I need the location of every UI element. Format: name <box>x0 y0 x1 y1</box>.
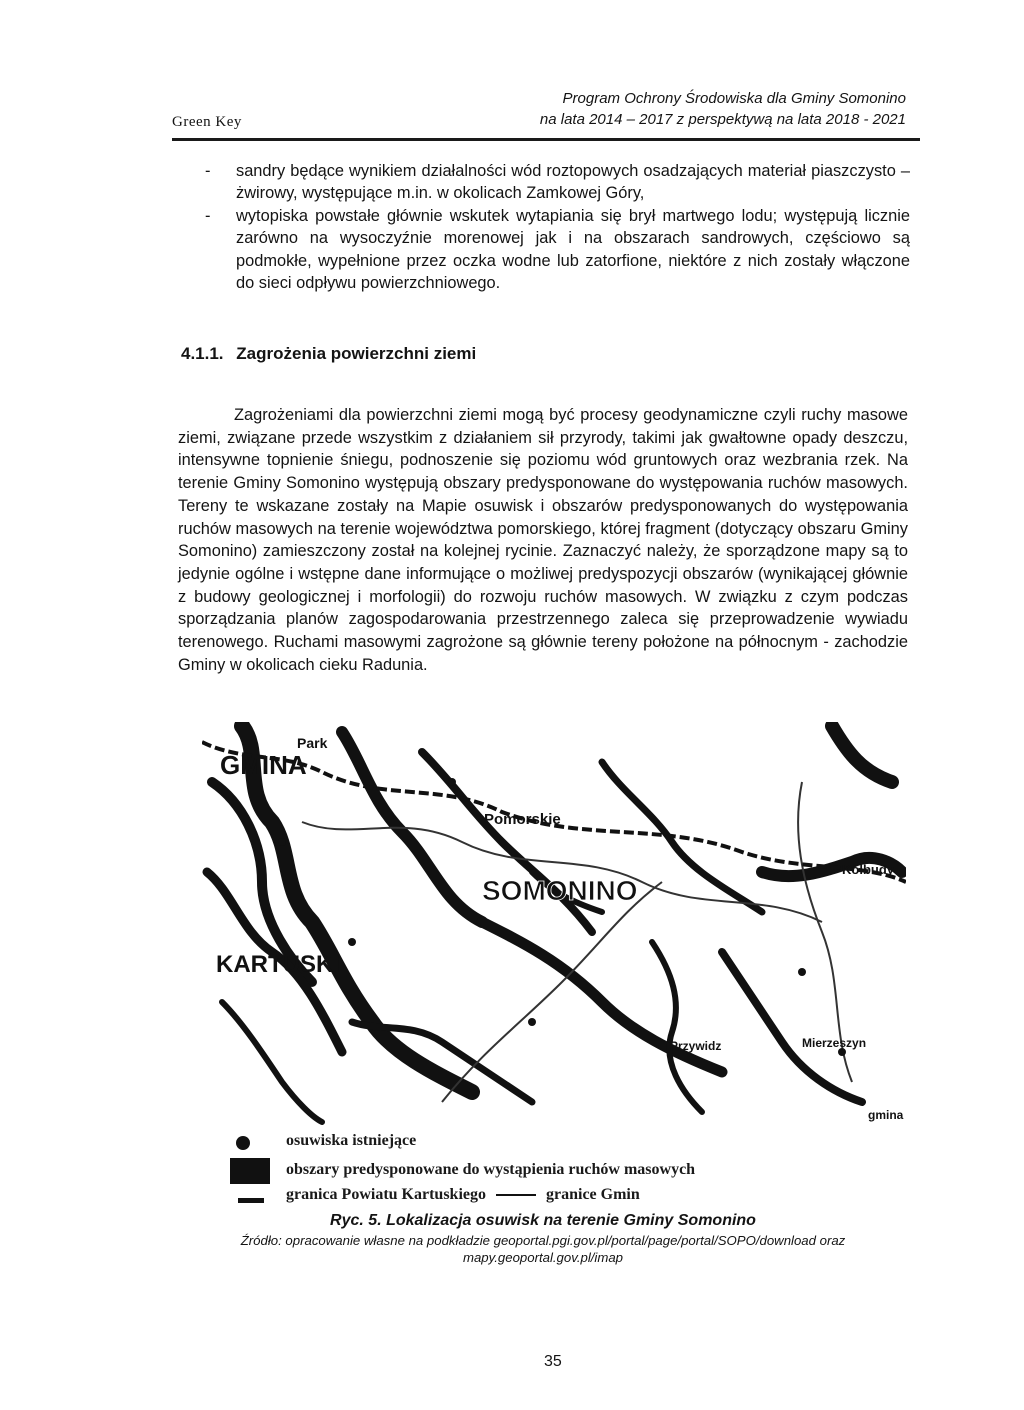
program-title <box>540 88 906 130</box>
section-heading <box>181 344 476 364</box>
legend-areas-label: obszary predysponowane do wystąpienia ruchów masowych <box>286 1161 696 1178</box>
map-label-przywidz: Przywidz <box>670 1039 722 1053</box>
section-number: 4.1.1. <box>181 344 224 363</box>
header-rule <box>172 138 920 141</box>
program-title-line2: na lata 2014 – 2017 z perspektywą na lata 2018 - 2021 <box>539 111 906 128</box>
legend-area-symbol <box>230 1158 270 1184</box>
map-label-pomorskie: Pomorskie <box>484 811 561 828</box>
map-label-somonino: SOMONINO <box>482 875 638 906</box>
map-label-kartuski: KARTUSKI <box>216 951 340 978</box>
page-header <box>172 88 920 144</box>
bullet-text: wytopiska powstałe głównie wskutek wytapiania się brył martwego lodu; występują licznie zarówno na wysoczyźnie morenowej jak i na obszarach sandrowych, częściowo są podmokłe, wypełnione przez oczka wodne lub zatorfione, niektóre z nich zostały włączone do sieci odpływu powierzchniowego. <box>236 206 910 293</box>
map-label-park: Park <box>297 735 328 751</box>
caption-source-line1: Źródło: opracowanie własne na podkładzie geoportal.pgi.gov.pl/portal/page/portal/SOPO/download oraz <box>240 1233 846 1248</box>
bullet-item <box>205 205 910 295</box>
caption-source <box>180 1232 906 1266</box>
section-title: Zagrożenia powierzchni ziemi <box>236 344 477 363</box>
brand-name: Green Key <box>172 114 242 130</box>
page-number: 35 <box>544 1353 562 1370</box>
bullet-list <box>205 160 910 294</box>
bullet-item <box>205 160 910 205</box>
figure-caption <box>180 1212 906 1266</box>
legend-commune-label: granice Gmin <box>546 1186 640 1203</box>
map-label-gmina-left: GMINA <box>220 750 307 780</box>
caption-title: Ryc. 5. Lokalizacja osuwisk na terenie Gminy Somonino <box>330 1212 756 1229</box>
bullet-text: sandry będące wynikiem działalności wód roztopowych osadzających materiał piaszczysto – żwirowy, występujące m.in. w okolicach Zamkowej Góry, <box>236 162 910 203</box>
map-label-mierzeszyn: Mierzeszyn <box>802 1036 867 1050</box>
legend-existing-label: osuwiska istniejące <box>286 1132 417 1149</box>
body-paragraph: Zagrożeniami dla powierzchni ziemi mogą być procesy geodynamiczne czyli ruchy masowe ziemi, związane przede wszystkim z działaniem sił przyrody, takimi jak gwałtowne opady deszczu, intensywne topnienie śniegu, podnoszenie się poziomu wód gruntowych oraz wezbrania rzek. Na terenie Gminy Somonino występują obszary predysponowane do występowania ruchów masowych. Tereny te wskazane zostały na Mapie osuwisk i obszarów predysponowanych do występowania ruchów masowych na terenie województwa pomorskiego, której fragment (dotyczący obszaru Gminy Somonino) zamieszczony został na kolejnej rycinie. Zaznaczyć należy, że sporządzone mapy są to jedynie ogólne i wstępne dane informujące o możliwej predyspozycji obszarów (wynikającej głównie z budowy geologicznej i morfologii) do rozwoju ruchów masowych. W związku z czym podczas sporządzania planów zagospodarowania przestrzennego zaleca się przeprowadzenie wywiadu terenowego. Ruchami masowymi zagrożone są głównie tereny położone na północnym - zachodzie Gminy w okolicach cieku Radunia. <box>178 406 908 674</box>
program-title-line1: Program Ochrony Środowiska dla Gminy Somonino <box>562 90 906 107</box>
caption-source-line2: mapy.geoportal.gov.pl/imap <box>462 1250 624 1265</box>
legend-borders-label <box>286 1186 640 1204</box>
legend-county-symbol <box>238 1198 264 1203</box>
map-label-kolbudy: Kolbudy <box>842 862 894 877</box>
bullet-dash: - <box>205 206 211 225</box>
map-label-gmina: gmina <box>868 1108 904 1122</box>
legend-dot-symbol <box>236 1136 250 1150</box>
legend-commune-symbol <box>496 1194 536 1196</box>
bullet-dash: - <box>205 162 211 180</box>
landslide-map <box>202 722 906 1126</box>
legend-county-label: granica Powiatu Kartuskiego <box>286 1186 486 1203</box>
